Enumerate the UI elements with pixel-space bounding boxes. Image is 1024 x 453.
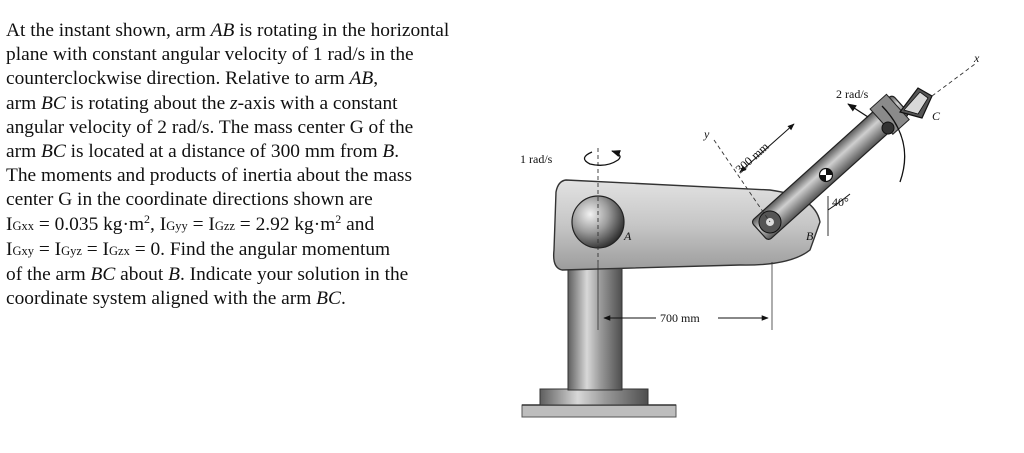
problem-text: The moments and products of inertia about the mass	[6, 165, 413, 187]
mass-center-g	[820, 169, 833, 182]
problem-text: counterclockwise direction. Relative to arm	[6, 68, 350, 90]
problem-text: I	[6, 213, 13, 235]
problem-text: arm	[6, 141, 41, 163]
problem-text: , I	[150, 213, 167, 235]
problem-text: is rotating about the	[65, 92, 231, 114]
problem-text: ,	[373, 68, 379, 90]
label-angle: 40°	[832, 195, 849, 209]
ground-base	[522, 389, 676, 417]
label-700mm: 700 mm	[660, 311, 700, 325]
problem-text: BC	[41, 141, 66, 163]
arm-bc	[748, 92, 912, 244]
problem-text: = I	[34, 238, 62, 260]
x-axis-line	[932, 64, 975, 96]
label-y: y	[704, 127, 710, 141]
problem-text: = I	[81, 238, 110, 260]
problem-text: B	[382, 141, 395, 163]
problem-text: coordinate system aligned with the arm	[6, 288, 317, 310]
problem-text: center G in the coordinate directions shown are	[6, 189, 373, 211]
problem-text: is rotating in the horizontal	[234, 20, 450, 41]
problem-text: BC	[316, 288, 341, 310]
problem-text: = 0.035 kg·m	[34, 213, 145, 235]
problem-text: about	[115, 264, 169, 286]
problem-text: = 2.92 kg·m	[234, 213, 336, 235]
problem-text: is located at a distance of 300 mm from	[65, 141, 383, 163]
label-x: x	[974, 51, 980, 65]
problem-text: z	[230, 92, 238, 114]
problem-text: .	[340, 288, 346, 310]
label-omega-bc: 2 rad/s	[836, 87, 869, 101]
subscript: Gzz	[214, 218, 235, 233]
problem-text: -axis with a constant	[237, 92, 398, 114]
subscript: Gxy	[12, 243, 34, 258]
subscript: Gyz	[61, 243, 82, 258]
problem-text: At the instant shown, arm	[6, 20, 211, 41]
problem-text: AB	[210, 20, 235, 41]
problem-text: = I	[187, 213, 215, 235]
problem-text: of the arm	[6, 264, 91, 286]
problem-text: arm	[6, 92, 41, 114]
problem-text: = 0. Find the angular momentum	[129, 238, 391, 260]
problem-text: I	[6, 238, 13, 260]
problem-text: and	[341, 213, 375, 235]
superscript: 2	[144, 211, 151, 226]
problem-text: BC	[90, 264, 116, 286]
superscript: 2	[335, 211, 342, 226]
problem-text: AB	[349, 68, 374, 90]
label-300mm: 300 mm	[732, 139, 772, 177]
subscript: Gyy	[166, 218, 188, 233]
problem-text: B	[168, 264, 180, 286]
problem-text: angular velocity of 2 rad/s. The mass center G of the	[6, 116, 414, 138]
subscript: Gzx	[109, 243, 130, 258]
subscript: Gxx	[12, 218, 34, 233]
omega-ab-arrow	[584, 151, 620, 165]
label-c: C	[932, 109, 941, 123]
problem-text: . Indicate your solution in the	[179, 264, 409, 286]
label-omega-ab: 1 rad/s	[520, 152, 553, 166]
problem-text: BC	[41, 92, 66, 114]
problem-text: plane with constant angular velocity of 1 rad/s in the	[6, 44, 414, 66]
label-a: A	[624, 229, 632, 243]
problem-text: .	[394, 141, 400, 163]
label-b: B	[806, 229, 814, 243]
